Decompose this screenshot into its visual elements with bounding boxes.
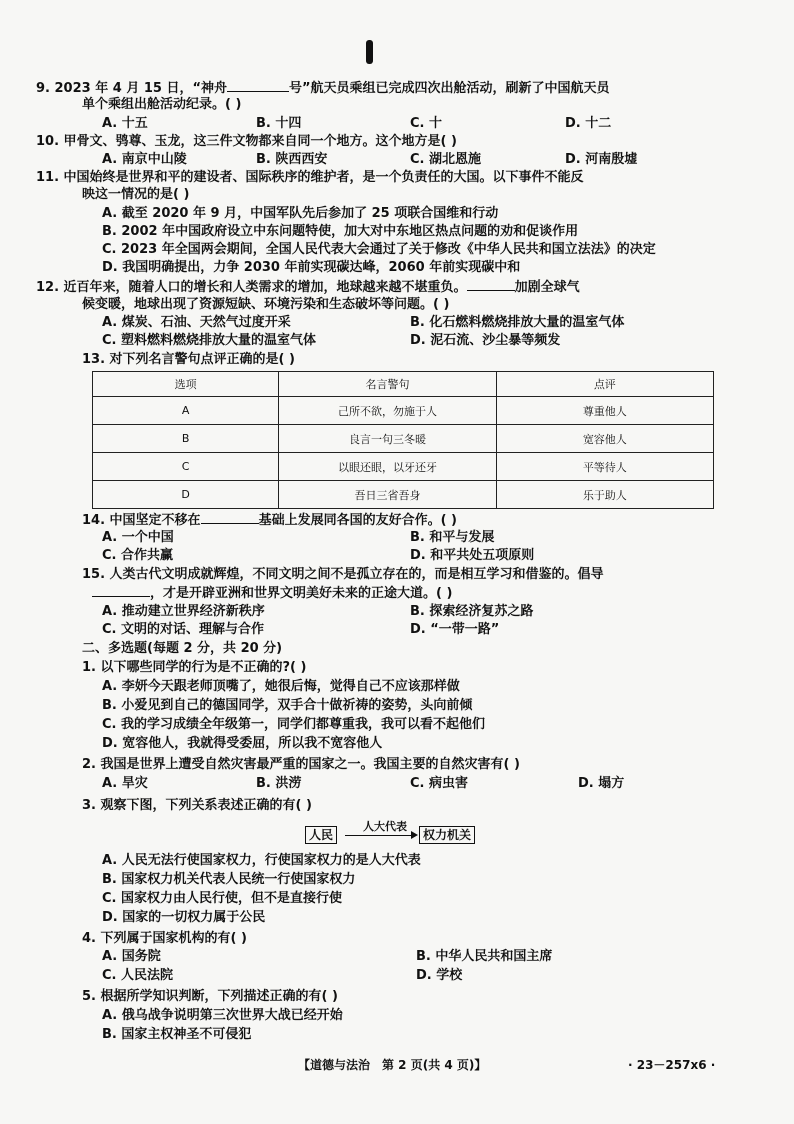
table-cell: 良言一句三冬暖 <box>279 425 496 453</box>
column-header: 选项 <box>93 372 279 397</box>
answer-blank <box>201 511 259 524</box>
option: A. 截至 2020 年 9 月，中国军队先后参加了 25 项联合国维和行动 <box>102 206 499 221</box>
table-cell: C <box>93 453 279 481</box>
option: D. 河南殷墟 <box>565 152 638 167</box>
option: D. 我国明确提出，力争 2030 年前实现碳达峰，2060 年前实现碳中和 <box>102 260 521 275</box>
table-cell: 以眼还眼，以牙还牙 <box>279 453 496 481</box>
option: B. 探索经济复苏之路 <box>410 604 534 619</box>
option: A. 推动建立世界经济新秩序 <box>102 604 265 619</box>
table-cell: A <box>93 397 279 425</box>
table-row <box>93 425 714 453</box>
option: C. 国家权力由人民行使，但不是直接行使 <box>102 891 343 906</box>
question-9-cont: 单个乘组出舱活动纪录。( ) <box>82 97 242 112</box>
option: D. “一带一路” <box>410 622 500 637</box>
option: D. 学校 <box>416 968 463 983</box>
option: D. 塌方 <box>578 776 625 791</box>
table-cell: 尊重他人 <box>496 397 713 425</box>
table-cell: 吾日三省吾身 <box>279 481 496 509</box>
section-heading: 二、多选题(每题 2 分，共 20 分) <box>82 641 283 656</box>
option: A. 俄乌战争说明第三次世界大战已经开始 <box>102 1008 343 1023</box>
option: B. 中华人民共和国主席 <box>416 949 553 964</box>
table-header <box>93 372 714 397</box>
option: C. 文明的对话、理解与合作 <box>102 622 265 637</box>
question-m4: 4. 下列属于国家机构的有( ) <box>82 931 247 946</box>
people-box: 人民 <box>305 826 337 844</box>
question-10: 10. 甲骨文、鸮尊、玉龙，这三件文物都来自同一个地方。这个地方是( ) <box>36 134 457 149</box>
question-m3: 3. 观察下图，下列关系表述正确的有( ) <box>82 798 312 813</box>
answer-blank <box>467 278 515 291</box>
question-m5: 5. 根据所学知识判断，下列描述正确的有( ) <box>82 989 338 1004</box>
table-cell: 平等待人 <box>496 453 713 481</box>
option: D. 宽容他人，我就得受委屈，所以我不宽容他人 <box>102 736 383 751</box>
paper-code: · 23－257x6 · <box>628 1058 716 1072</box>
option: D. 十二 <box>565 116 612 131</box>
question-m2: 2. 我国是世界上遭受自然灾害最严重的国家之一。我国主要的自然灾害有( ) <box>82 757 520 772</box>
option: D. 国家的一切权力属于公民 <box>102 910 266 925</box>
table-row <box>93 481 714 509</box>
option: D. 和平共处五项原则 <box>410 548 535 563</box>
option: A. 国务院 <box>102 949 161 964</box>
quote-table <box>92 371 714 509</box>
question-11: 11. 中国始终是世界和平的建设者、国际秩序的维护者，是一个负责任的大国。以下事件不能反 <box>36 170 584 185</box>
question-12: 12. 近百年来，随着人口的增长和人类需求的增加，地球越来越不堪重负。 加剧全球气 <box>36 280 580 295</box>
question-15-cont: ，才是开辟亚洲和世界文明美好未来的正途大道。( ) <box>92 584 452 602</box>
table-row <box>93 453 714 481</box>
option: A. 煤炭、石油、天然气过度开采 <box>102 315 291 330</box>
option: C. 2023 年全国两会期间，全国人民代表大会通过了关于修改《中华人民共和国立法法》的决定 <box>102 242 656 257</box>
option: C. 十 <box>410 116 443 131</box>
relation-diagram <box>305 818 475 846</box>
option: A. 南京中山陵 <box>102 152 187 167</box>
question-12-cont: 候变暖，地球出现了资源短缺、环境污染和生态破坏等问题。( ) <box>82 297 450 312</box>
answer-blank <box>227 79 289 92</box>
option: C. 我的学习成绩全年级第一，同学们都尊重我，我可以看不起他们 <box>102 717 486 732</box>
option: B. 陕西西安 <box>256 152 328 167</box>
arrow-right-icon <box>411 831 418 839</box>
option: B. 国家权力机关代表人民统一行使国家权力 <box>102 872 356 887</box>
organ-box: 权力机关 <box>419 826 475 844</box>
answer-blank <box>92 584 150 597</box>
table-cell: 乐于助人 <box>496 481 713 509</box>
table-cell: 己所不欲，勿施于人 <box>279 397 496 425</box>
option: B. 和平与发展 <box>410 530 495 545</box>
question-15: 15. 人类古代文明成就辉煌，不同文明之间不是孤立存在的，而是相互学习和借鉴的。倡导 <box>82 567 604 582</box>
column-header: 名言警句 <box>279 372 496 397</box>
table-cell: 宽容他人 <box>496 425 713 453</box>
arrow-label: 人大代表 <box>363 820 407 833</box>
table-cell: B <box>93 425 279 453</box>
option: B. 国家主权神圣不可侵犯 <box>102 1027 252 1042</box>
table-cell: D <box>93 481 279 509</box>
option: C. 病虫害 <box>410 776 469 791</box>
page-footer: 【道德与法治 第 2 页(共 4 页)】 <box>298 1058 487 1072</box>
column-header: 点评 <box>496 372 713 397</box>
question-14: 14. 中国坚定不移在 基础上发展同各国的友好合作。( ) <box>82 513 457 528</box>
option: A. 李妍今天跟老师顶嘴了，她很后悔，觉得自己不应该那样做 <box>102 679 460 694</box>
question-13: 13. 对下列名言警句点评正确的是( ) <box>82 352 295 367</box>
binding-mark <box>366 40 373 64</box>
option: A. 人民无法行使国家权力，行使国家权力的是人大代表 <box>102 853 421 868</box>
option: C. 合作共赢 <box>102 548 174 563</box>
option: C. 湖北恩施 <box>410 152 482 167</box>
option: D. 泥石流、沙尘暴等频发 <box>410 333 561 348</box>
arrow-line <box>345 835 412 836</box>
question-m1: 1. 以下哪些同学的行为是不正确的?( ) <box>82 660 307 675</box>
option: B. 化石燃料燃烧排放大量的温室气体 <box>410 315 625 330</box>
question-9: 9. 2023 年 4 月 15 日，“神舟 号”航天员乘组已完成四次出舱活动，刷新了中国航天员 <box>36 81 610 96</box>
option: A. 十五 <box>102 116 148 131</box>
option: B. 2002 年中国政府设立中东问题特使，加大对中东地区热点问题的劝和促谈作用 <box>102 224 579 239</box>
question-11-cont: 映这一情况的是( ) <box>82 187 190 202</box>
option: B. 洪涝 <box>256 776 302 791</box>
option: A. 旱灾 <box>102 776 148 791</box>
option: B. 十四 <box>256 116 302 131</box>
option: A. 一个中国 <box>102 530 174 545</box>
option: C. 人民法院 <box>102 968 174 983</box>
option: C. 塑料燃料燃烧排放大量的温室气体 <box>102 333 317 348</box>
option: B. 小爱见到自己的德国同学，双手合十做祈祷的姿势，头向前倾 <box>102 698 473 713</box>
table-row <box>93 397 714 425</box>
